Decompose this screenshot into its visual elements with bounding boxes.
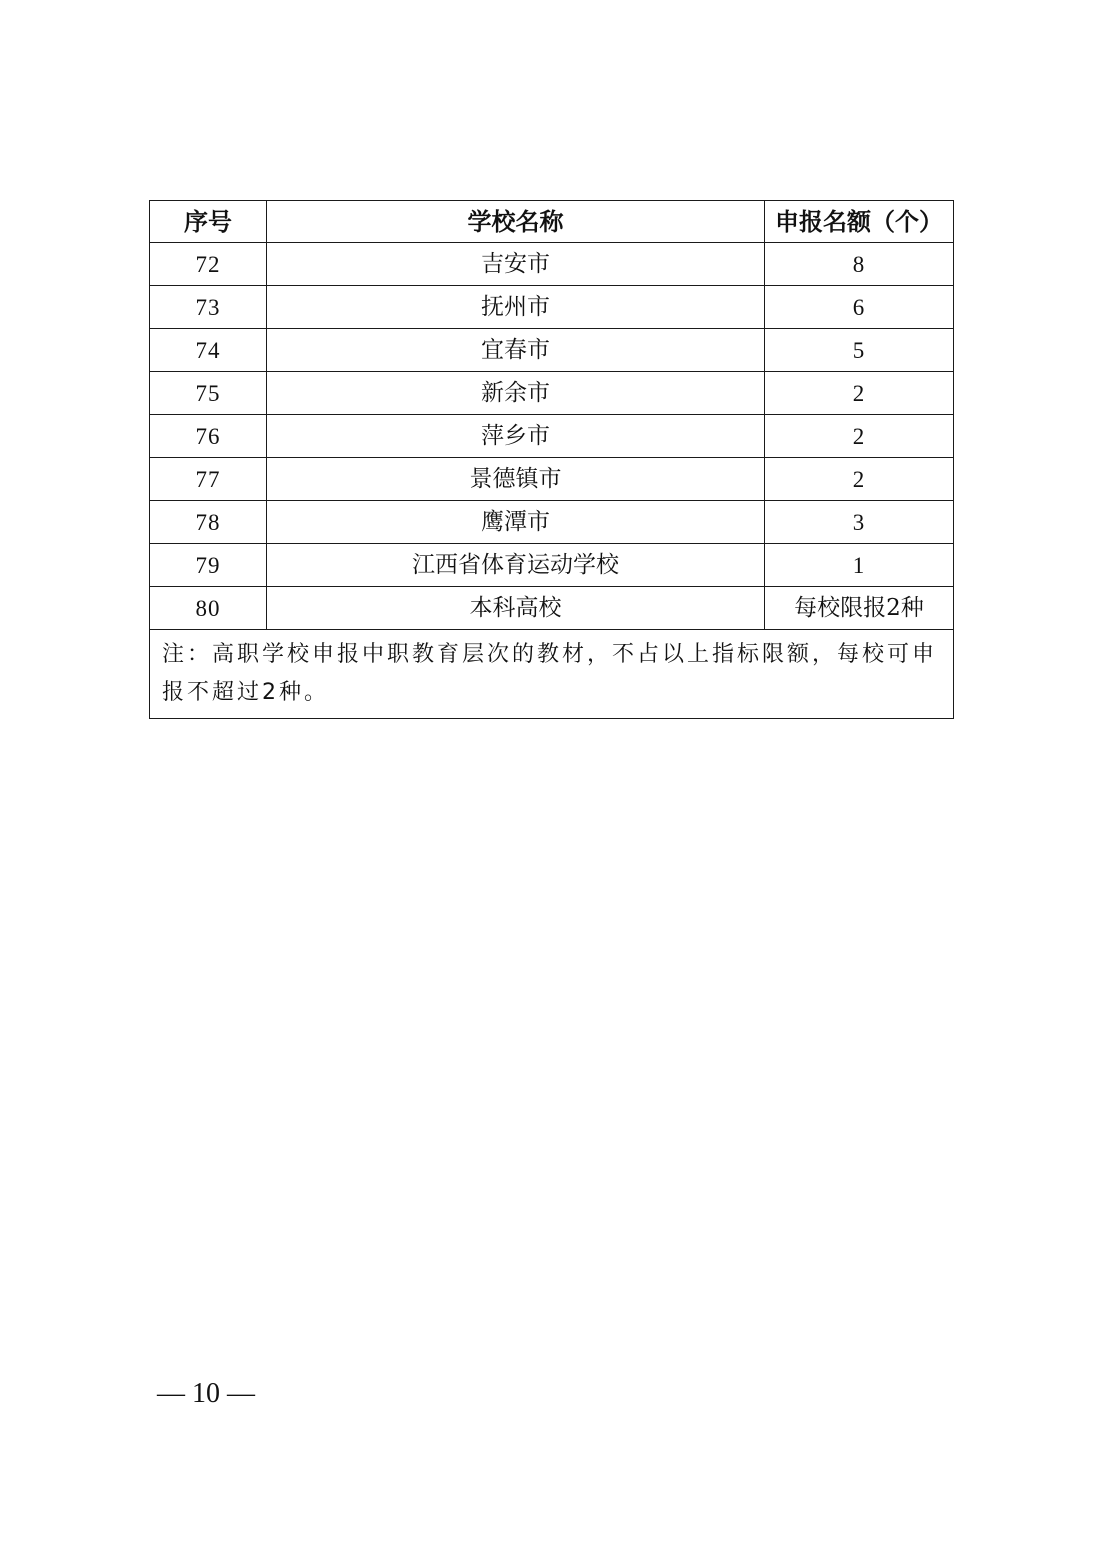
table-row [150,243,954,286]
table-row [150,458,954,501]
row-quota: 每校限报2种 [765,587,954,630]
row-serial-number: 79 [150,544,267,587]
row-school-name: 本科高校 [267,587,765,630]
table-row [150,587,954,630]
table-note-row [150,630,954,719]
table-row [150,544,954,587]
row-serial-number: 80 [150,587,267,630]
row-quota: 6 [765,286,954,329]
row-quota: 2 [765,458,954,501]
row-quota: 2 [765,372,954,415]
row-serial-number: 78 [150,501,267,544]
row-serial-number: 76 [150,415,267,458]
row-quota: 1 [765,544,954,587]
table-note: 注：高职学校申报中职教育层次的教材，不占以上指标限额，每校可申报不超过2种。 [150,630,954,719]
header-quota: 申报名额（个） [765,201,954,243]
row-quota: 8 [765,243,954,286]
row-serial-number: 72 [150,243,267,286]
row-school-name: 萍乡市 [267,415,765,458]
row-quota: 2 [765,415,954,458]
quota-table [149,200,954,719]
row-school-name: 抚州市 [267,286,765,329]
row-quota: 5 [765,329,954,372]
header-serial-number: 序号 [150,201,267,243]
row-quota: 3 [765,501,954,544]
row-serial-number: 75 [150,372,267,415]
row-school-name: 宜春市 [267,329,765,372]
table-row [150,501,954,544]
row-serial-number: 74 [150,329,267,372]
table-row [150,415,954,458]
table-header-row [150,201,954,243]
row-school-name: 鹰潭市 [267,501,765,544]
table-row [150,329,954,372]
row-school-name: 吉安市 [267,243,765,286]
table-row [150,286,954,329]
row-serial-number: 73 [150,286,267,329]
header-school-name: 学校名称 [267,201,765,243]
row-serial-number: 77 [150,458,267,501]
row-school-name: 江西省体育运动学校 [267,544,765,587]
table-row [150,372,954,415]
row-school-name: 新余市 [267,372,765,415]
row-school-name: 景德镇市 [267,458,765,501]
page-number: — 10 — [157,1378,255,1409]
